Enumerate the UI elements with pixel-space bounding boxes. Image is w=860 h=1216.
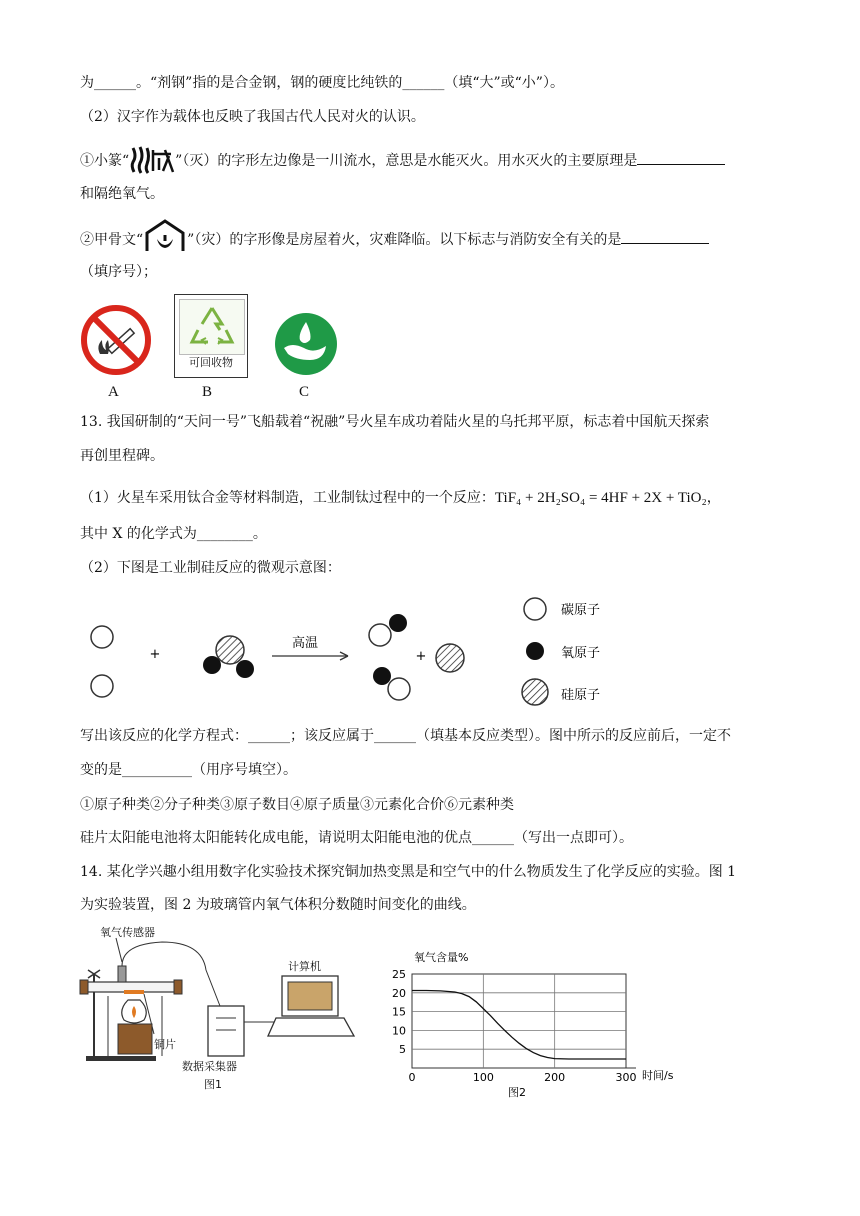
carbon-atom	[388, 678, 410, 700]
q13-solar-question: 硅片太阳能电池将太阳能转化成电能，请说明太阳能电池的优点______（写出一点即可）。	[80, 830, 633, 846]
q13-part2-title: （2）下图是工业制硅反应的微观示意图：	[80, 560, 341, 576]
copper-plate	[124, 990, 144, 994]
y-tick-label: 5	[399, 1043, 406, 1057]
copper-label: 铜片	[154, 1038, 176, 1051]
sensor-label: 氧气传感器	[100, 926, 155, 939]
q12-item1-body: ”（灭）的字形左边像是一川流水，意思是水能灭火。用水灭火的主要原理是	[175, 153, 638, 169]
arrow-label: 高温	[291, 636, 319, 651]
carbon-atom	[91, 626, 113, 648]
computer-label: 计算机	[288, 960, 321, 973]
answer-blank	[621, 229, 709, 244]
oxygen-atom	[389, 614, 407, 632]
y-tick-label: 10	[392, 1024, 406, 1038]
q12-item1	[80, 148, 725, 174]
sensor-cable	[122, 942, 220, 1006]
data-collector-icon	[208, 1006, 244, 1056]
stopper-left	[80, 980, 88, 994]
q12-item1-prefix: ①小篆“	[80, 153, 130, 169]
silicon-atom	[436, 644, 464, 672]
seal-script-glyph-icon	[129, 144, 175, 170]
y-tick-label: 20	[392, 986, 406, 1000]
figure2-caption: 图2	[508, 1086, 526, 1099]
q12-part2-title: （2）汉字作为载体也反映了我国古代人民对火的认识。	[80, 109, 425, 125]
no-smoking-sign-icon	[80, 304, 152, 376]
sign-label-b: B	[202, 384, 213, 400]
x-tick-labels	[409, 1071, 637, 1084]
sign-label-a: A	[108, 384, 119, 400]
chart-frame	[412, 974, 626, 1068]
q13-intro-1: 13. 我国研制的“天问一号”飞船载着“祝融”号火星车成功着陆火星的乌托邦平原，标志着中国航天探索	[80, 414, 710, 430]
oxygen-atom	[373, 667, 391, 685]
q13-part1	[80, 488, 721, 508]
x-tick-label: 0	[408, 1071, 416, 1084]
y-tick-labels	[392, 968, 406, 1056]
legend-silicon-label: 硅原子	[561, 688, 601, 703]
reaction-micro-diagram	[80, 590, 640, 720]
carbon-atom	[91, 675, 113, 697]
x-axis-label: 时间/s	[642, 1069, 674, 1082]
legend-carbon-icon	[524, 598, 546, 620]
q13-part2-question-2: 变的是__________（用序号填空）。	[80, 762, 297, 778]
q13-part1-text: （1）火星车采用钛合金等材料制造，工业制钛过程中的一个反应：	[80, 490, 495, 506]
recycle-icon	[179, 299, 245, 355]
q12-line1: 为______。“剂钢”指的是合金钢，钢的硬度比纯铁的______（填“大”或“小”）。	[80, 75, 564, 91]
chart-grid	[412, 974, 636, 1068]
q13-part1-question: 其中 X 的化学式为________。	[80, 526, 267, 542]
oracle-bone-glyph-icon	[143, 219, 187, 249]
oxygen-content-chart	[380, 942, 710, 1102]
recycle-sign	[174, 294, 248, 378]
q14-intro-1: 14. 某化学兴趣小组用数字化实验技术探究铜加热变黑是和空气中的什么物质发生了化学反应的实验。图 1	[80, 864, 737, 880]
chemical-equation: TiF₄ + 2H₂SO₄ = 4HF + 2X + TiO₂	[494, 490, 707, 506]
oxygen-sensor-icon	[118, 966, 126, 982]
experiment-apparatus-figure	[72, 922, 372, 1102]
y-tick-label: 25	[392, 968, 406, 981]
collector-label: 数据采集器	[182, 1060, 237, 1073]
lamp-body	[118, 1024, 152, 1054]
y-tick-label: 15	[392, 1005, 406, 1019]
q14-intro-2: 为实验装置，图 2 为玻璃管内氧气体积分数随时间变化的曲线。	[80, 897, 476, 913]
q12-item2-prefix: ②甲骨文“	[80, 232, 144, 248]
q13-part1-comma: ，	[706, 490, 721, 506]
q12-item2	[80, 225, 709, 255]
recycle-text: 可回收物	[189, 356, 233, 369]
stand-base	[86, 1056, 156, 1061]
legend-silicon-icon	[522, 679, 548, 705]
x-tick-label: 100	[472, 1071, 494, 1084]
oxygen-curve-series	[412, 991, 626, 1060]
x-tick-label: 200	[544, 1071, 566, 1084]
oxygen-atom	[203, 656, 221, 674]
sign-label-c: C	[299, 384, 310, 400]
stopper-right	[174, 980, 182, 994]
silicon-atom	[216, 636, 244, 664]
carbon-atom	[369, 624, 391, 646]
q12-item2-body: ”（灾）的字形像是房屋着火，灾难降临。以下标志与消防安全有关的是	[187, 232, 622, 248]
plus-sign-2: +	[415, 649, 427, 664]
x-tick-label: 300	[615, 1071, 637, 1084]
sensor-leader-line	[116, 938, 122, 962]
legend-oxygen-label: 氧原子	[561, 646, 601, 661]
water-saving-sign-icon	[274, 312, 338, 376]
oxygen-atom	[236, 660, 254, 678]
q13-part2-question-1: 写出该反应的化学方程式：______；该反应属于______（填基本反应类型）。图中所示的反应前后，一定不	[80, 728, 731, 744]
q13-options: ①原子种类②分子种类③原子数目④原子质量③元素化合价⑥元素种类	[80, 797, 514, 813]
figure1-caption: 图1	[204, 1078, 222, 1091]
q12-item2-end: （填序号）；	[80, 264, 157, 280]
q12-item1-end: 和隔绝氧气。	[80, 186, 164, 202]
legend-oxygen-icon	[526, 642, 544, 660]
plus-sign-1: +	[149, 647, 161, 662]
y-axis-label: 氧气含量%	[414, 951, 469, 964]
q13-intro-2: 再创里程碑。	[80, 448, 164, 464]
laptop-keyboard-icon	[268, 1018, 354, 1036]
legend-carbon-label: 碳原子	[561, 603, 601, 618]
laptop-display	[288, 982, 332, 1010]
answer-blank	[637, 150, 725, 165]
